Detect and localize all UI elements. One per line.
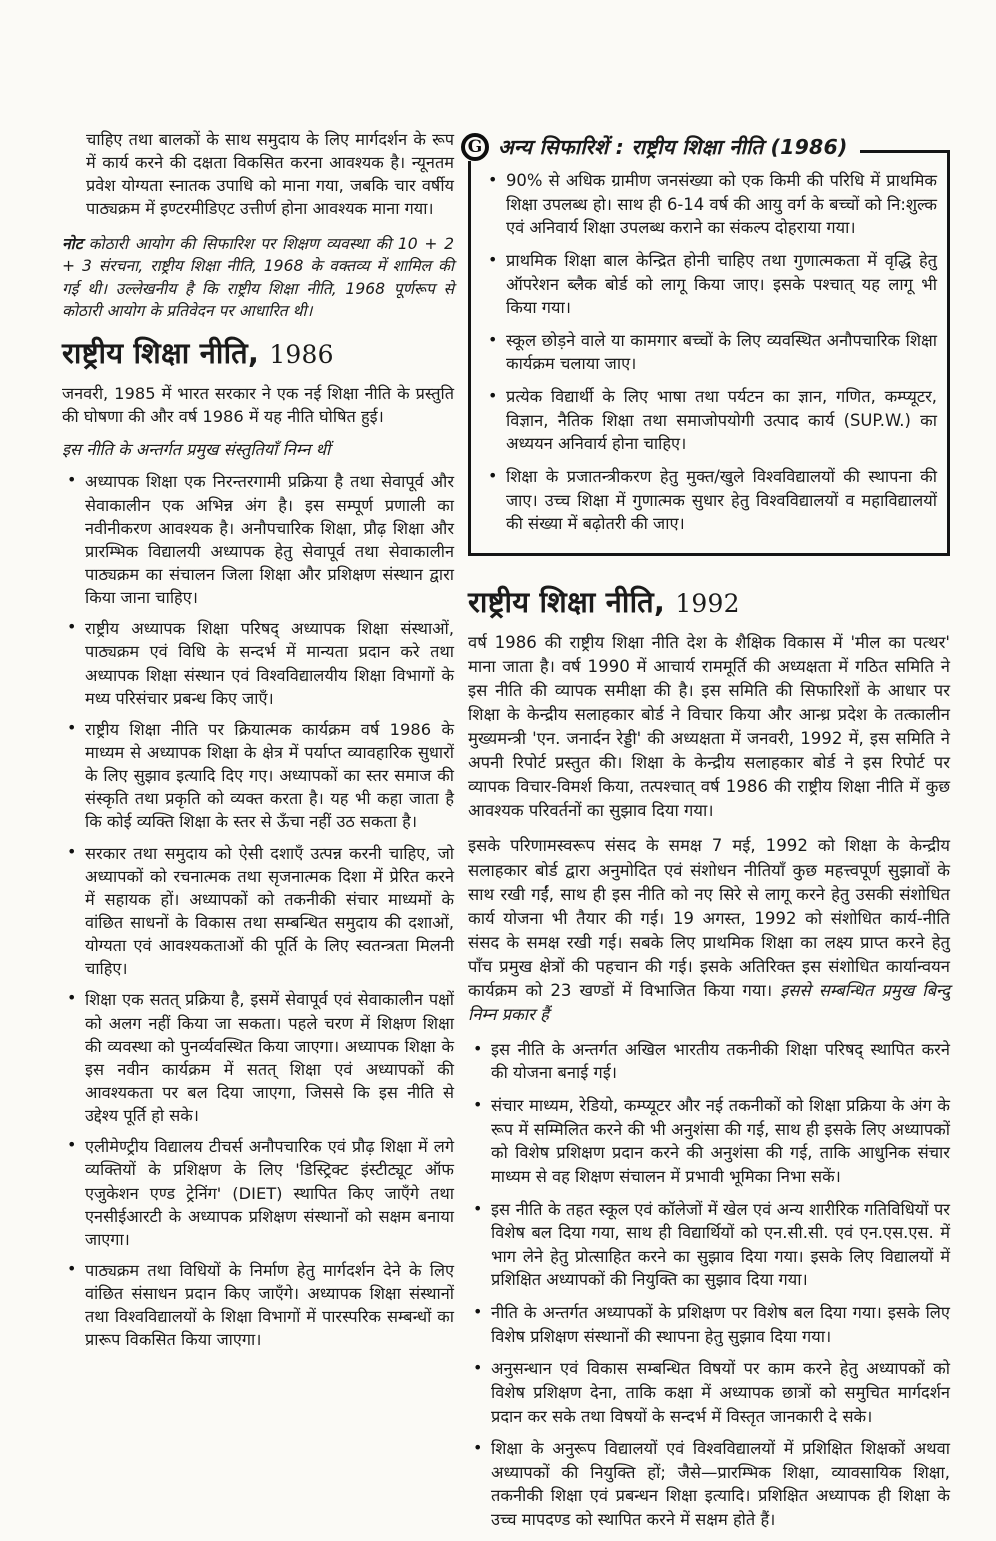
list-item: • सरकार तथा समुदाय को ऐसी दशाएँ उत्पन्न करनी चाहिए, जो अध्यापकों को रचनात्मक तथा सृजनात्मक दिशा में प्रेरित करने में सहायक हों। अध्यापकों को तकनीकी संचार माध्यमों के वांछित साधनों के विकास तथा सम्बन्धित समुदाय की दशाओं, योग्यता एवं आवश्यकताओं की पूर्ति के लिए स्वतन्त्रता मिलनी चाहिए। [62,842,454,981]
list-item: • नीति के अन्तर्गत अध्यापकों के प्रशिक्षण पर विशेष बल दिया गया। इसके लिए विशेष प्रशिक्षण संस्थानों की स्थापना हेतु सुझाव दिया गया। [468,1301,950,1348]
box-title: अन्य सिफारिशें : राष्ट्रीय शिक्षा नीति (1986) [498,135,848,159]
list-item: • शिक्षा के प्रजातन्त्रीकरण हेतु मुक्त/खुले विश्वविद्यालयों की स्थापना की जाए। उच्च शिक्षा में गुणात्मक सुधार हेतु विश्वविद्यालयों व महाविद्यालयों की संख्या में बढ़ोतरी की जाए। [483,465,937,536]
section-heading-1992 [468,586,950,619]
section-1992-para2-main: इसके परिणामस्वरूप संसद के समक्ष 7 मई, 1992 को शिक्षा के केन्द्रीय सलाहकार बोर्ड द्वारा अनुमोदित एवं संशोधन नीतियाँ कुछ महत्त्वपूर्ण सुझावों के साथ रखी गईं, साथ ही इस नीति को नए सिरे से लागू करने हेतु उसकी संशोधित कार्य योजना भी तैयार की गई। 19 अगस्त, 1992 को संशोधित कार्य-नीति संसद के समक्ष रखी गई। सबके लिए प्राथमिक शिक्षा का लक्ष्य प्राप्त करने हेतु पाँच प्रमुख क्षेत्रों की पहचान की गई। इसके अतिरिक्त इस संशोधित कार्यान्वयन कार्यक्रम को 23 खण्डों में विभाजित किया गया। [468,836,950,1000]
continuation-paragraph: चाहिए तथा बालकों के साथ समुदाय के लिए मार्गदर्शन के रूप में कार्य करने की दक्षता विकसित करना आवश्यक है। न्यूनतम प्रवेश योग्यता स्नातक उपाधि को माना गया, जबकि चार वर्षीय पाठ्यक्रम में इण्टरमीडिएट उत्तीर्ण होना आवश्यक माना गया। [86,130,454,219]
heading-year-1986: 1986 [269,340,334,369]
list-item: • शिक्षा एक सतत् प्रक्रिया है, इसमें सेवापूर्व एवं सेवाकालीन पक्षों को अलग नहीं किया जा सकता। पहले चरण में शिक्षण शिक्षा की व्यवस्था को पुनर्व्यवस्थित किया जाएगा। अध्यापक शिक्षा के इस नवीन कार्यक्रम में सतत् शिक्षा एवं अध्यापकों की आवश्यकता पर बल दिया जाएगा, जिससे कि इस नीति से उद्देश्य पूर्ति हो सके। [62,988,454,1127]
section-1992-para1: वर्ष 1986 की राष्ट्रीय शिक्षा नीति देश के शैक्षिक विकास में 'मील का पत्थर' माना जाता है। वर्ष 1990 में आचार्य राममूर्ति की अध्यक्षता में गठित समिति ने इस नीति की व्यापक समीक्षा की है। इस समिति की सिफारिशों के आधार पर शिक्षा के केन्द्रीय सलाहकार बोर्ड ने विचार किया और आन्ध्र प्रदेश के तत्कालीन मुख्यमन्त्री 'एन. जनार्दन रेड्डी' की अध्यक्षता में जनवरी, 1992 में, इस समिति ने अपनी रिपोर्ट प्रस्तुत की। शिक्षा के केन्द्रीय सलाहकार बोर्ड ने इस रिपोर्ट पर व्यापक विचार-विमर्श किया, तत्पश्चात् वर्ष 1986 की राष्ट्रीय शिक्षा नीति में कुछ आवश्यक परिवर्तनों का सुझाव दिया गया। [468,633,950,821]
note-label: नोट [62,234,83,253]
note-text: कोठारी आयोग की सिफारिश पर शिक्षण व्यवस्था की 10 + 2 + 3 संरचना, राष्ट्रीय शिक्षा नीति, 1968 के वक्तव्य में शामिल की गई थी। उल्लेखनीय है कि राष्ट्रीय शिक्षा नीति, 1968 पूर्णरूप से कोठारी आयोग के प्रतिवेदन पर आधारित थी। [62,234,454,321]
list-item: • अनुसन्धान एवं विकास सम्बन्धित विषयों पर काम करने हेतु अध्यापकों को विशेष प्रशिक्षण देना, ताकि कक्षा में अध्यापक छात्रों को समुचित मार्गदर्शन प्रदान कर सके तथा विषयों के सन्दर्भ में विस्तृत जानकारी दे सके। [468,1357,950,1428]
section-heading-1986 [62,337,454,370]
other-recommendations-box [467,135,950,556]
note-block [62,233,454,323]
heading-title-1992: राष्ट्रीय शिक्षा नीति, [468,584,666,619]
list-item: • राष्ट्रीय शिक्षा नीति पर क्रियात्मक कार्यक्रम वर्ष 1986 के माध्यम से अध्यापक शिक्षा के क्षेत्र में पर्याप्त व्यावहारिक सुधारों के लिए सुझाव इत्यादि दिए गए। अध्यापकों का स्तर समाज की संस्कृति तथा प्रकृति को व्यक्त करता है। यह भी कहा जाता है कि कोई व्यक्ति शिक्षा के स्तर से ऊँचा नहीं उठ सकता है। [62,718,454,834]
section-1986-intro: जनवरी, 1985 में भारत सरकार ने एक नई शिक्षा नीति के प्रस्तुति की घोषणा की और वर्ष 1986 में यह नीति घोषित हुई। [62,384,454,427]
left-column [62,128,454,1360]
list-item: • इस नीति के तहत स्कूल एवं कॉलेजों में खेल एवं अन्य शारीरिक गतिविधियों पर विशेष बल दिया गया, साथ ही विद्यार्थियों को एन.सी.सी. एवं एन.एस.एस. में भाग लेने हेतु प्रोत्साहित करने का सुझाव दिया गया। इसके लिए विद्यालयों में प्रशिक्षित अध्यापकों की नियुक्ति का सुझाव दिया गया। [468,1198,950,1293]
section-1986-lead-in: इस नीति के अन्तर्गत प्रमुख संस्तुतियाँ निम्न थीं [62,439,331,459]
box-title-row [461,133,860,161]
box-bullet-list [483,169,937,536]
list-item: • शिक्षा के अनुरूप विद्यालयों एवं विश्वविद्यालयों में प्रशिक्षित शिक्षकों अथवा अध्यापकों की नियुक्ति हों; जैसे—प्रारम्भिक शिक्षा, व्यावसायिक शिक्षा, तकनीकी शिक्षा एवं प्रबन्धन शिक्षा इत्यादि। प्रशिक्षित अध्यापक ही शिक्षा के उच्च मापदण्ड को स्थापित करने में सक्षम होते हैं। [468,1437,950,1532]
circled-g-icon: G [461,133,489,161]
list-item: • इस नीति के अन्तर्गत अखिल भारतीय तकनीकी शिक्षा परिषद् स्थापित करने की योजना बनाई गई। [468,1038,950,1085]
list-item: • प्रत्येक विद्यार्थी के लिए भाषा तथा पर्यटन का ज्ञान, गणित, कम्प्यूटर, विज्ञान, नैतिक शिक्षा तथा समाजोपयोगी उत्पाद कार्य (SUP.W.) का अध्ययन अनिवार्य होना चाहिए। [483,385,937,456]
heading-year-1992: 1992 [675,588,740,618]
list-item: • संचार माध्यम, रेडियो, कम्प्यूटर और नई तकनीकों को शिक्षा प्रक्रिया के अंग के रूप में सम्मिलित करने की भी अनुशंसा की गई, साथ ही इसके लिए अध्यापकों को विशेष प्रशिक्षण प्रदान करने की अनुशंसा की गई, ताकि आधुनिक संचार माध्यम से वह शिक्षण संचालन में प्रभावी भूमिका निभा सकें। [468,1094,950,1189]
section-1992-para2 [468,834,950,1026]
right-column [468,128,950,1541]
list-item: • एलीमेण्ट्रीय विद्यालय टीचर्स अनौपचारिक एवं प्रौढ़ शिक्षा में लगे व्यक्तियों के प्रशिक्षण के लिए 'डिस्ट्रिक्ट इंस्टीट्यूट ऑफ एजुकेशन एण्ड ट्रेनिंग' (DIET) स्थापित किए जाएँगे तथा एनसीईआरटी के अध्यापक प्रशिक्षण संस्थानों को सक्षम बनाया जाएगा। [62,1135,454,1251]
section-1986-bullet-list [62,470,454,1351]
section-1992-bullet-list [468,1038,950,1532]
list-item: • प्राथमिक शिक्षा बाल केन्द्रित होनी चाहिए तथा गुणात्मकता में वृद्धि हेतु ऑपरेशन ब्लैक बोर्ड को लागू किया जाए। इसके पश्चात् यह लागू भी किया गया। [483,249,937,320]
list-item: • 90% से अधिक ग्रामीण जनसंख्या को एक किमी की परिधि में प्राथमिक शिक्षा उपलब्ध हो। साथ ही 6-14 वर्ष की आयु वर्ग के बच्चों को नि:शुल्क एवं अनिवार्य शिक्षा उपलब्ध कराने का संकल्प दोहराया गया। [483,169,937,240]
list-item: • राष्ट्रीय अध्यापक शिक्षा परिषद् अध्यापक शिक्षा संस्थाओं, पाठ्यक्रम एवं विधि के सन्दर्भ में मान्यता प्रदान करे तथा अध्यापक शिक्षा संस्थान एवं विश्वविद्यालयीय शिक्षा विभागों के मध्य परिसंचार प्रबन्ध किए जाएँ। [62,617,454,710]
list-item: • अध्यापक शिक्षा एक निरन्तरगामी प्रक्रिया है तथा सेवापूर्व और सेवाकालीन एक अभिन्न अंग है। इस सम्पूर्ण प्रणाली का नवीनीकरण आवश्यक है। अनौपचारिक शिक्षा, प्रौढ़ शिक्षा और प्रारम्भिक विद्यालयी अध्यापक हेतु सेवापूर्व तथा सेवाकालीन पाठ्यक्रम का संचालन जिला शिक्षा और प्रशिक्षण संस्थान द्वारा किया जाना चाहिए। [62,470,454,609]
heading-title-1986: राष्ट्रीय शिक्षा नीति, [62,336,260,370]
page-content [62,128,950,1541]
list-item: • स्कूल छोड़ने वाले या कामगार बच्चों के लिए व्यवस्थित अनौपचारिक शिक्षा कार्यक्रम चलाया जाए। [483,329,937,376]
list-item: • पाठ्यक्रम तथा विधियों के निर्माण हेतु मार्गदर्शन देने के लिए वांछित संसाधन प्रदान किए जाएँगे। अध्यापक शिक्षा संस्थानों तथा विश्वविद्यालयों के शिक्षा विभागों में पारस्परिक सम्बन्धों का प्रारूप विकसित किया जाएगा। [62,1259,454,1352]
section-1992-para2-lead-in: इससे सम्बन्धित प्रमुख बिन्दु निम्न प्रकार हैं [468,980,950,1024]
